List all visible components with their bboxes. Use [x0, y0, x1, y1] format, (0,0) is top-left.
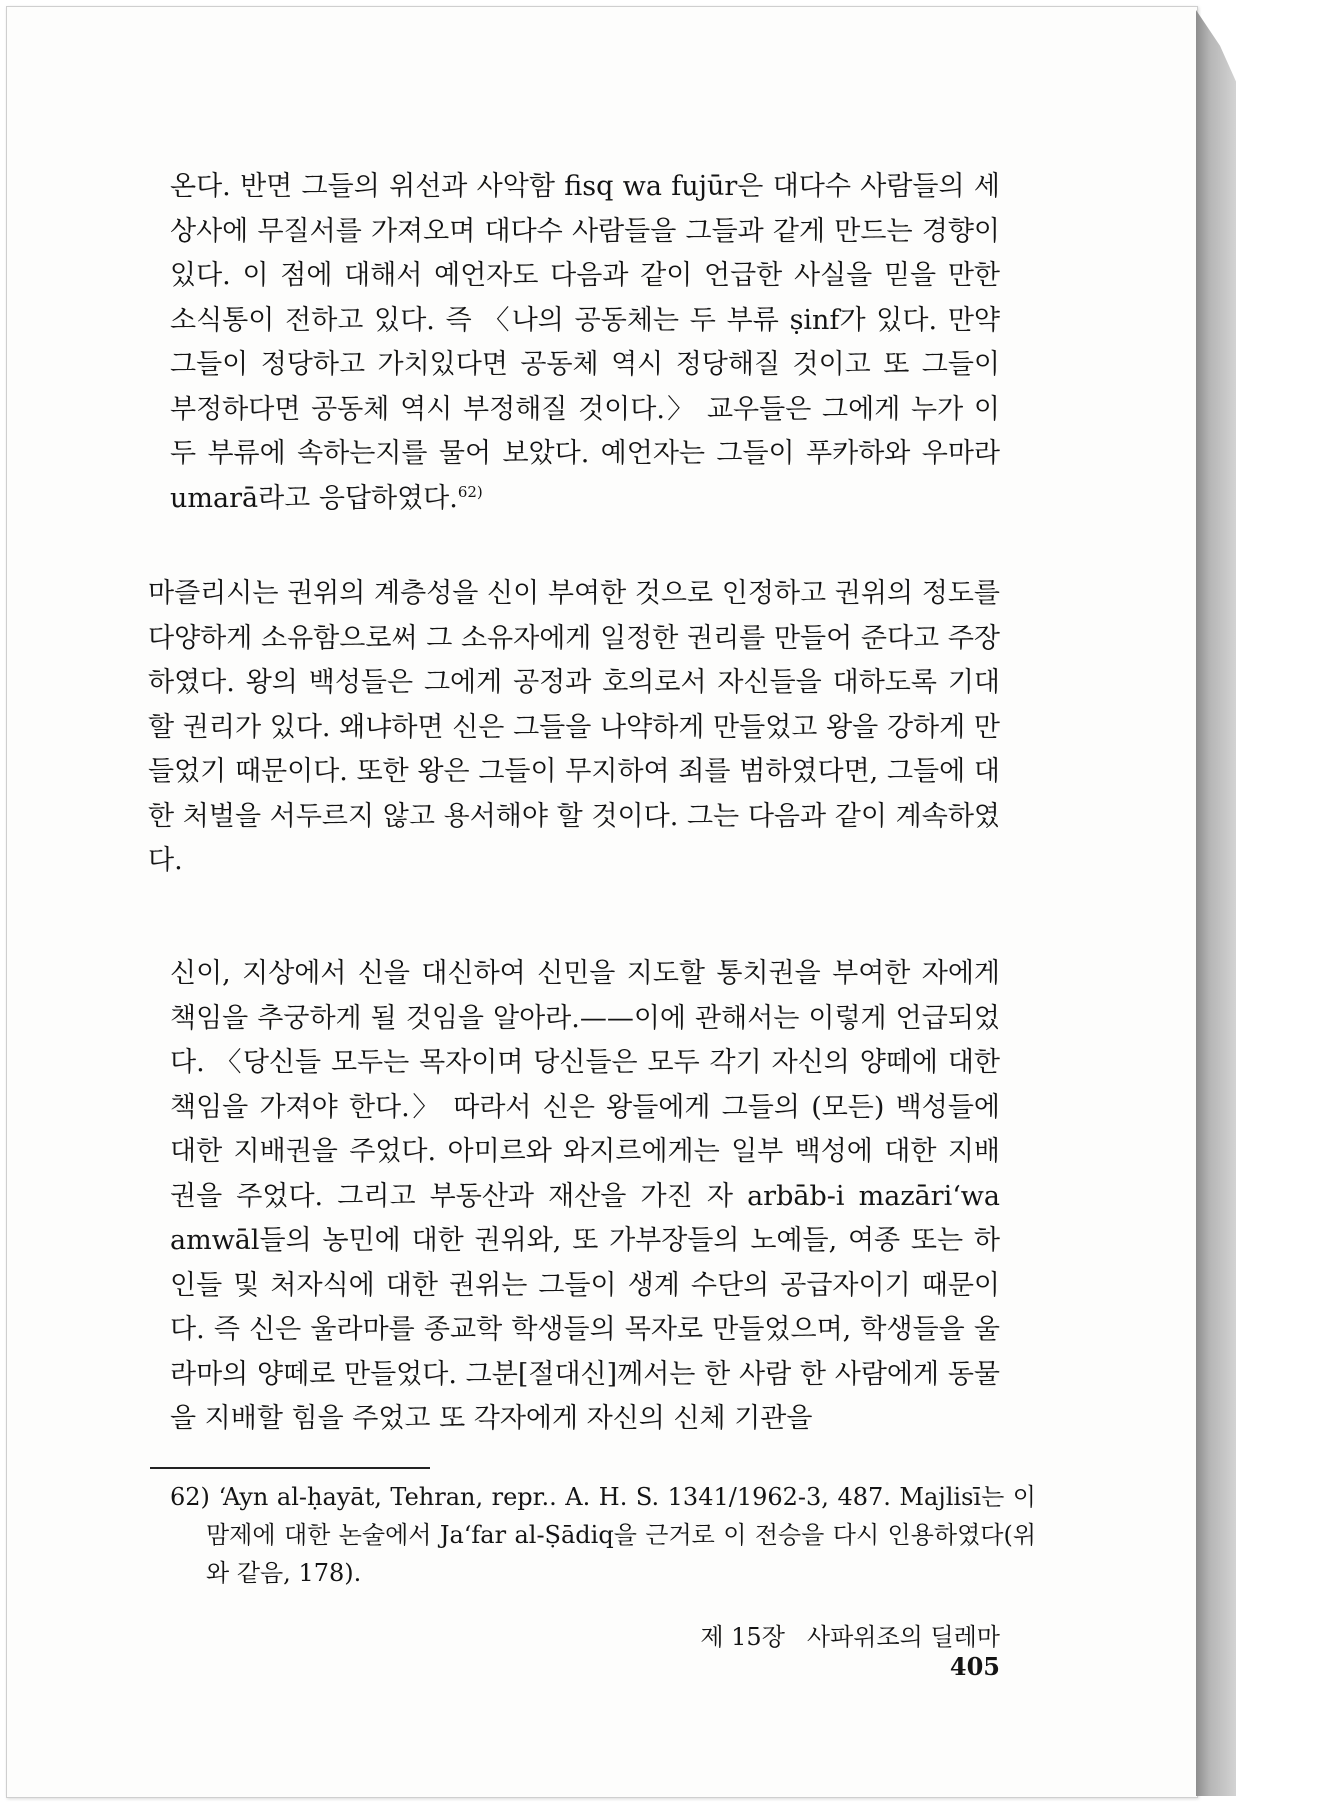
footnote-62: 62) ‘Ayn al-ḥayāt, Tehran, repr.. A. H. S. 1341/1962-3, 487. Majlisī는 이 맘제에 대한 논술에서 Ja‘far al-Ṣādiq을 근거로 이 전승을 다시 인용하였다(위와 같음, 178).	[170, 1483, 1036, 1587]
page-number: 405	[949, 1652, 1000, 1681]
paragraph-2-text: 마즐리시는 권위의 계층성을 신이 부여한 것으로 인정하고 권위의 정도를 다양하게 소유함으로써 그 소유자에게 일정한 권리를 만들어 준다고 주장하였다. 왕의 백성들은 그에게 공정과 호의로서 자신들을 대하도록 기대할 권리가 있다. 왜냐하면 신은 그들을 나약하게 만들었고 왕을 강하게 만들었기 때문이다. 또한 왕은 그들이 무지하여 죄를 범하였다면, 그들에 대한 처벌을 서두르지 않고 용서해야 할 것이다. 그는 다음과 같이 계속하였다.	[148, 578, 1000, 876]
footnote-separator	[150, 1467, 430, 1469]
paragraph-3-text: 신이, 지상에서 신을 대신하여 신민을 지도할 통치권을 부여한 자에게 책임을 추궁하게 될 것임을 알아라.——이에 관해서는 이렇게 언급되었다. 〈당신들 모두는 목자이며 당신들은 모두 각기 자신의 양떼에 대한 책임을 가져야 한다.〉 따라서 신은 왕들에게 그들의 (모든) 백성들에 대한 지배권을 주었다. 아미르와 와지르에게는 일부 백성에 대한 지배권을 주었다. 그리고 부동산과 재산을 가진 자 arbāb-i mazāri‘wa amwāl들의 농민에 대한 권위와, 또 가부장들의 노예들, 여종 또는 하인들 및 처자식에 대한 권위는 그들이 생계 수단의 공급자이기 때문이다. 즉 신은 울라마를 종교학 학생들의 목자로 만들었으며, 학생들을 울라마의 양떼로 만들었다. 그분[절대신]께서는 한 사람 한 사람에게 동물을 지배할 힘을 주었고 또 각자에게 자신의 신체 기관을	[170, 958, 1000, 1434]
page-stack-edge	[1196, 10, 1236, 1796]
running-footer	[610, 1617, 1000, 1681]
paragraph-1-text: 온다. 반면 그들의 위선과 사악함 fisq wa fujūr은 대다수 사람들의 세상사에 무질서를 가져오며 대다수 사람들을 그들과 같게 만드는 경향이 있다. 이 점에 대해서 예언자도 다음과 같이 언급한 사실을 믿을 만한 소식통이 전하고 있다. 즉 〈나의 공동체는 두 부류 ṣinf가 있다. 만약 그들이 정당하고 가치있다면 공동체 역시 정당해질 것이고 또 그들이 부정하다면 공동체 역시 부정해질 것이다.〉 교우들은 그에게 누가 이 두 부류에 속하는지를 물어 보았다. 예언자는 그들이 푸카하와 우마라 umarā라고 응답하였다.	[170, 171, 1000, 514]
paragraph-3-quote	[170, 952, 1000, 1442]
chapter-label: 제 15장	[700, 1623, 785, 1651]
chapter-title: 사파위조의 딜레마	[806, 1623, 1000, 1651]
paragraph-1	[170, 165, 1000, 521]
paragraph-2	[148, 572, 1000, 884]
footnote-reference[interactable]: 62)	[457, 482, 483, 501]
